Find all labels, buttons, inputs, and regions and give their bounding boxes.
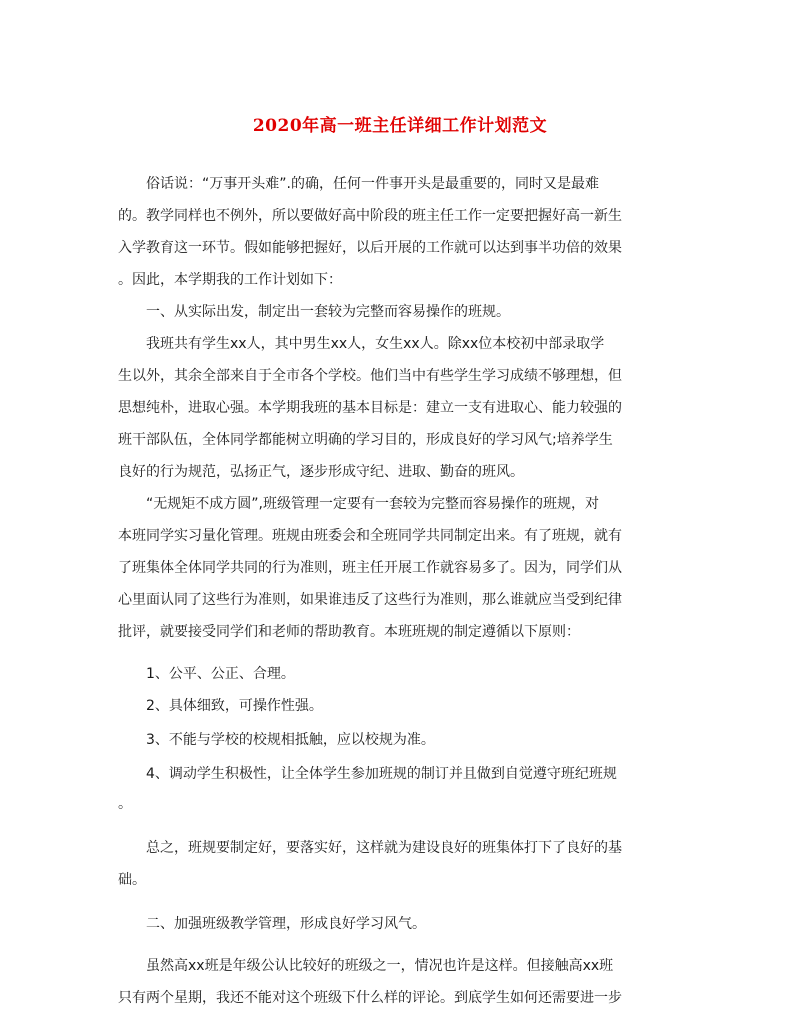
body-line: 思想纯朴，进取心强。本学期我班的基本目标是：建立一支有进取心、能力较强的 <box>118 400 622 416</box>
document-title: 2020年高一班主任详细工作计划范文 <box>252 116 548 136</box>
body-line: 入学教育这一环节。假如能够把握好，以后开展的工作就可以达到事半功倍的效果 <box>118 240 622 256</box>
body-line: 班干部队伍，全体同学都能树立明确的学习目的，形成良好的学习风气;培养学生 <box>118 432 613 448</box>
body-line: 了班集体全体同学共同的行为准则，班主任开展工作就容易多了。因为，同学们从 <box>118 560 622 576</box>
body-line: 。 <box>118 796 132 812</box>
body-line: 俗话说：“万事开头难”.的确，任何一件事开头是最重要的，同时又是最难 <box>146 176 599 192</box>
body-line: 1、公平、公正、合理。 <box>146 666 295 682</box>
body-line: 良好的行为规范，弘扬正气，逐步形成守纪、进取、勤奋的班风。 <box>118 464 524 480</box>
body-line: 4、调动学生积极性，让全体学生参加班规的制订并且做到自觉遵守班纪班规 <box>146 766 617 782</box>
body-line: “无规矩不成方圆”,班级管理一定要有一套较为完整而容易操作的班规，对 <box>146 496 599 512</box>
body-line: 总之，班规要制定好，要落实好，这样就为建设良好的班集体打下了良好的基 <box>146 840 622 856</box>
body-line: 心里面认同了这些行为准则，如果谁违反了这些行为准则，那么谁就应当受到纪律 <box>118 592 622 608</box>
body-line: 虽然高xx班是年级公认比较好的班级之一，情况也许是这样。但接触高xx班 <box>146 958 614 974</box>
body-line: 。因此，本学期我的工作计划如下： <box>118 272 342 288</box>
body-line: 批评，就要接受同学们和老师的帮助教育。本班班规的制定遵循以下原则： <box>118 624 580 640</box>
body-line: 只有两个星期，我还不能对这个班级下什么样的评论。到底学生如何还需要进一步 <box>118 990 622 1006</box>
body-line: 生以外，其余全部来自于全市各个学校。他们当中有些学生学习成绩不够理想，但 <box>118 368 622 384</box>
body-line: 本班同学实习量化管理。班规由班委会和全班同学共同制定出来。有了班规，就有 <box>118 528 622 544</box>
body-line: 一、从实际出发，制定出一套较为完整而容易操作的班规。 <box>146 304 510 320</box>
body-line: 础。 <box>118 872 146 888</box>
body-line: 3、不能与学校的校规相抵触，应以校规为准。 <box>146 732 435 748</box>
body-line: 二、加强班级教学管理，形成良好学习风气。 <box>146 916 426 932</box>
body-line: 我班共有学生xx人，其中男生xx人，女生xx人。除xx位本校初中部录取学 <box>146 336 605 352</box>
body-line: 2、具体细致，可操作性强。 <box>146 698 323 714</box>
body-line: 的。教学同样也不例外，所以要做好高中阶段的班主任工作一定要把握好高一新生 <box>118 208 622 224</box>
